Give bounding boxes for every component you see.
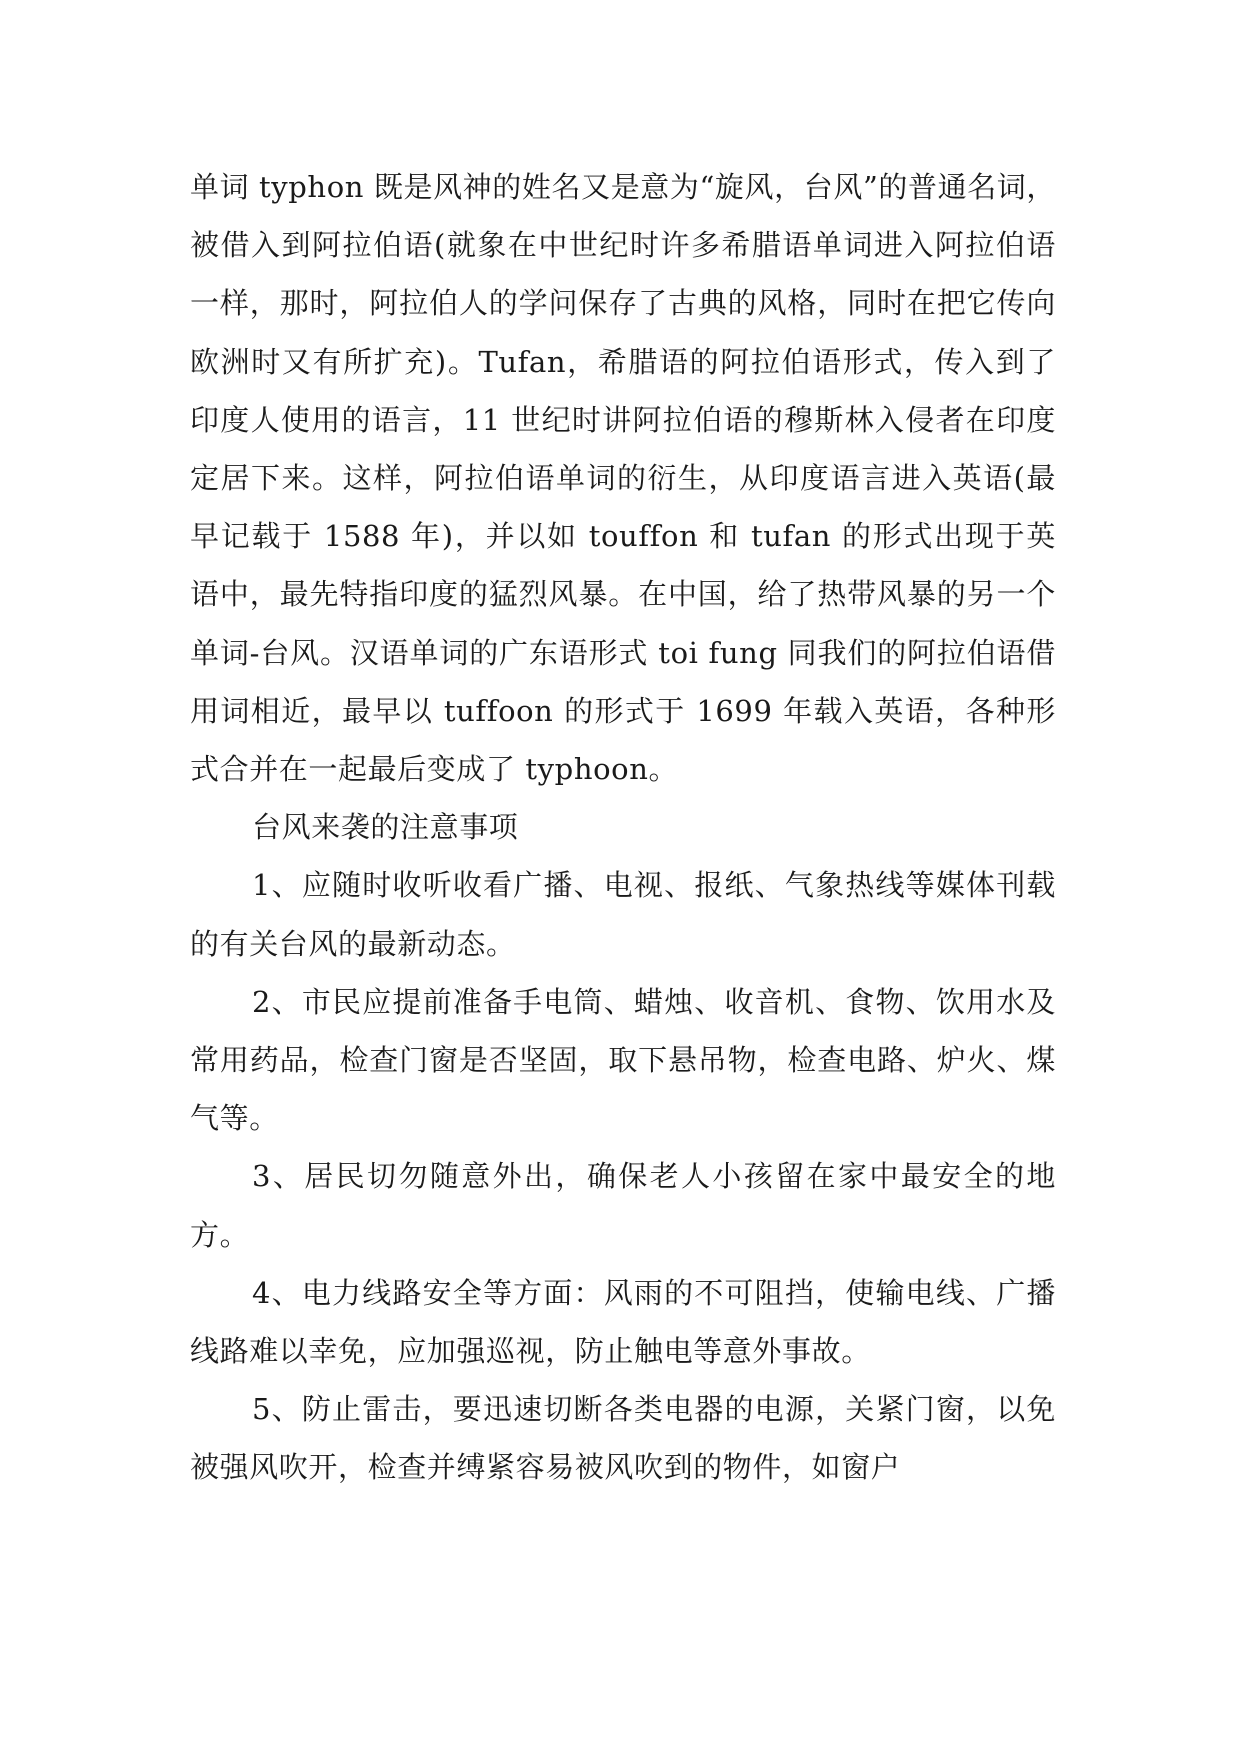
- list-item-4: 4、电力线路安全等方面：风雨的不可阻挡，使输电线、广播线路难以幸免，应加强巡视，防止触电等意外事故。: [190, 1275, 1056, 1369]
- list-item-5: 5、防止雷击，要迅速切断各类电器的电源，关紧门窗，以免被强风吹开，检查并缚紧容易被风吹到的物件，如窗户: [190, 1392, 1056, 1485]
- list-item-3: 3、居民切勿随意外出，确保老人小孩留在家中最安全的地方。: [190, 1159, 1056, 1252]
- document-body: [190, 158, 1056, 1497]
- section-heading: 台风来袭的注意事项: [252, 810, 519, 845]
- list-item-2: 2、市民应提前准备手电筒、蜡烛、收音机、食物、饮用水及常用药品，检查门窗是否坚固，取下悬吊物，检查电路、炉火、煤气等。: [190, 984, 1056, 1136]
- paragraph-etymology: 单词 typhon 既是风神的姓名又是意为“旋风，台风”的普通名词，被借入到阿拉伯语(就象在中世纪时许多希腊语单词进入阿拉伯语一样，那时，阿拉伯人的学问保存了古典的风格，同时在把它传向欧洲时又有所扩充)。Tufan，希腊语的阿拉伯语形式，传入到了印度人使用的语言，11 世纪时讲阿拉伯语的穆斯林入侵者在印度定居下来。这样，阿拉伯语单词的衍生，从印度语言进入英语(最早记载于 1588 年)，并以如 touffon 和 tufan 的形式出现于英语中，最先特指印度的猛烈风暴。在中国，给了热带风暴的另一个单词-台风。汉语单词的广东语形式 toi fung 同我们的阿拉伯语借用词相近，最早以 tuffoon 的形式于 1699 年载入英语，各种形式合并在一起最后变成了 typhoon。: [190, 170, 1056, 787]
- list-item-1: 1、应随时收听收看广播、电视、报纸、气象热线等媒体刊载的有关台风的最新动态。: [190, 868, 1056, 961]
